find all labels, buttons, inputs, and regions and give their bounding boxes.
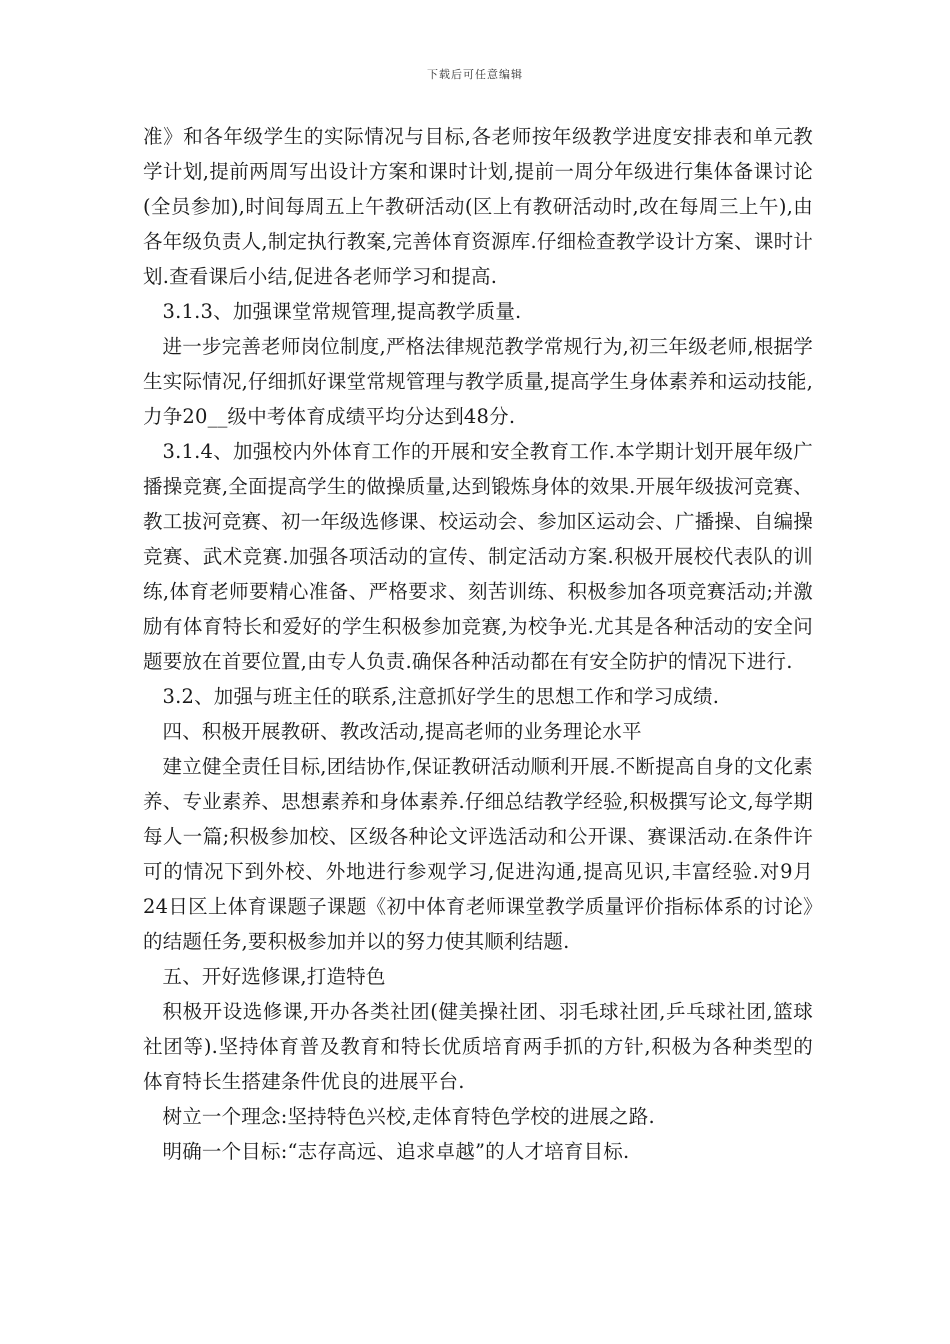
paragraph-concept: 树立一个理念:坚持特色兴校,走体育特色学校的进展之路. [162,1105,655,1128]
page-header: 下载后可任意编辑 [427,68,523,81]
paragraph-teaching-plan: 准》和各年级学生的实际情况与目标,各老师按年级教学进度安排表和单元教学计划,提前两周写出设计方案和课时计划,提前一周分年级进行集体备课讨论(全员参加),时间每周五上午教研活动(区上有教研活动时,改在每周三上午),由各年级负责人,制定执行教案,完善体育资源库.仔细检查教学设计方案、课时计划.查看课后小结,促进各老师学习和提高. [143,125,813,288]
paragraph-elective-courses: 积极开设选修课,开办各类社团(健美操社团、羽毛球社团,乒乓球社团,篮球社团等).坚持体育普及教育和特长优质培育两手抓的方针,积极为各种类型的体育特长生搭建条件优良的进展平台. [143,1000,813,1093]
document-body [143,119,813,1169]
heading-section-5: 五、开好选修课,打造特色 [162,965,386,988]
paragraph-goal: 明确一个目标:“志存高远、追求卓越”的人才培育目标. [162,1140,630,1163]
heading-section-4: 四、积极开展教研、教改活动,提高老师的业务理论水平 [162,720,642,743]
paragraph-3-1-4-activities: 3.1.4、加强校内外体育工作的开展和安全教育工作.本学期计划开展年级广播操竞赛,全面提高学生的做操质量,达到锻炼身体的效果.开展年级拔河竞赛、教工拔河竞赛、初一年级选修课、校运动会、参加区运动会、广播操、自编操竞赛、武术竞赛.加强各项活动的宣传、制定活动方案.积极开展校代表队的训练,体育老师要精心准备、严格要求、刻苦训练、积极参加各项竞赛活动;并激励有体育特长和爱好的学生积极参加竞赛,为校争光.尤其是各种活动的安全问题要放在首要位置,由专人负责.确保各种活动都在有安全防护的情况下进行. [143,440,813,673]
heading-3-2: 3.2、加强与班主任的联系,注意抓好学生的思想工作和学习成绩. [162,685,720,708]
paragraph-research-activities: 建立健全责任目标,团结协作,保证教研活动顺利开展.不断提高自身的文化素养、专业素养、思想素养和身体素养.仔细总结教学经验,积极撰写论文,每学期每人一篇;积极参加校、区级各种论文评选活动和公开课、赛课活动.在条件许可的情况下到外校、外地进行参观学习,促进沟通,提高见识,丰富经验.对9月24日区上体育课题子课题《初中体育老师课堂教学质量评价指标体系的讨论》的结题任务,要积极参加并以的努力使其顺利结题. [143,755,813,953]
paragraph-classroom-management: 进一步完善老师岗位制度,严格法律规范教学常规行为,初三年级老师,根据学生实际情况,仔细抓好课堂常规管理与教学质量,提高学生身体素养和运动技能,力争20__级中考体育成绩平均分达到48分. [143,335,813,428]
heading-3-1-3: 3.1.3、加强课堂常规管理,提高教学质量. [162,300,522,323]
